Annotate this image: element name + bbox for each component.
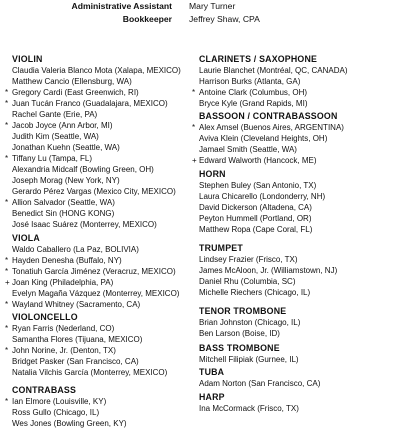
plus-marker: + <box>5 278 10 287</box>
asterisk-marker: * <box>5 256 9 265</box>
member-name: Samantha Flores (Tijuana, MEXICO) <box>12 335 143 344</box>
member-row <box>199 224 325 235</box>
member-row <box>199 98 348 109</box>
member-name: Adam Norton (San Francisco, CA) <box>199 379 321 388</box>
section-bass-trombone <box>199 343 299 365</box>
member-name: David Dickerson (Altadena, CA) <box>199 203 312 212</box>
member-row <box>199 265 337 276</box>
member-name: Gerardo Pérez Vargas (Mexico City, MEXICO) <box>12 187 176 196</box>
member-name: Ian Elmore (Louisville, KY) <box>12 397 107 406</box>
member-row <box>12 407 127 418</box>
member-row <box>199 254 337 265</box>
member-name: Tonatiuh García Jiménez (Veracruz, MEXICO) <box>12 267 176 276</box>
member-row <box>199 378 320 389</box>
member-name: Hayden Denesha (Buffalo, NY) <box>12 256 122 265</box>
staff-role: Bookkeeper <box>122 14 172 24</box>
asterisk-marker: * <box>5 346 9 355</box>
member-row <box>12 142 181 153</box>
section-tuba <box>199 367 320 389</box>
member-name: Wes Jones (Bowling Green, KY) <box>12 419 127 428</box>
section-violoncello <box>5 312 168 378</box>
member-name: Tiffany Lu (Tampa, FL) <box>12 154 93 163</box>
member-name: Judith Kim (Seattle, WA) <box>12 132 99 141</box>
member-row <box>12 208 181 219</box>
member-name: Benedict Sin (HONG KONG) <box>12 209 115 218</box>
member-name: Waldo Caballero (La Paz, BOLIVIA) <box>12 245 139 254</box>
member-name: John Norine, Jr. (Denton, TX) <box>12 346 116 355</box>
member-name: Gregory Cardi (East Greenwich, RI) <box>12 88 139 97</box>
member-name: Allion Salvador (Seattle, WA) <box>12 198 115 207</box>
asterisk-marker: * <box>5 324 9 333</box>
member-name: Wayland Whitney (Sacramento, CA) <box>12 300 141 309</box>
section-title: BASSOON / CONTRABASSOON <box>199 111 338 121</box>
member-name: Mitchell Filipiak (Gurnee, IL) <box>199 355 299 364</box>
member-row <box>199 180 325 191</box>
member-row <box>199 403 299 414</box>
section-clarinets-saxophone <box>192 54 348 109</box>
staff-role: Administrative Assistant <box>71 1 172 11</box>
member-name: Jacob Joyce (Ann Arbor, MI) <box>12 121 113 130</box>
member-row <box>199 213 325 224</box>
asterisk-marker: * <box>5 154 9 163</box>
member-name: Stephen Buley (San Antonio, TX) <box>199 181 317 190</box>
member-name: Rachel Gante (Erie, PA) <box>12 110 98 119</box>
member-row <box>12 288 179 299</box>
section-title: CONTRABASS <box>12 385 77 395</box>
member-name: Matthew Ropa (Cape Coral, FL) <box>199 225 313 234</box>
section-harp <box>199 392 299 414</box>
asterisk-marker: * <box>5 267 9 276</box>
member-name: Evelyn Magaña Vázquez (Monterrey, MEXICO) <box>12 289 180 298</box>
asterisk-marker: * <box>5 198 9 207</box>
member-row <box>12 356 167 367</box>
member-row <box>199 65 348 76</box>
asterisk-marker: * <box>5 121 9 130</box>
member-row <box>12 334 167 345</box>
section-bassoon-contrabassoon <box>192 111 344 166</box>
member-name: Matthew Cancio (Ellensburg, WA) <box>12 77 132 86</box>
member-name: Ina McCormack (Frisco, TX) <box>199 404 299 413</box>
section-tenor-trombone <box>199 306 300 339</box>
member-row <box>199 328 300 339</box>
staff-name: Mary Turner <box>189 1 236 11</box>
staff-row-admin-assistant <box>0 0 400 12</box>
section-title: HORN <box>199 169 226 179</box>
member-row <box>199 133 344 144</box>
member-row <box>12 65 181 76</box>
member-row <box>199 144 344 155</box>
member-name: James McAloon, Jr. (Williamstown, NJ) <box>199 266 338 275</box>
member-row <box>5 299 179 310</box>
member-row <box>5 255 179 266</box>
asterisk-marker: * <box>192 88 196 97</box>
member-row <box>5 98 181 109</box>
member-name: José Isaac Suárez (Monterrey, MEXICO) <box>12 220 157 229</box>
member-name: Edward Walworth (Hancock, ME) <box>199 156 317 165</box>
member-row <box>12 367 167 378</box>
member-row <box>199 202 325 213</box>
member-row <box>12 164 181 175</box>
section-title: VIOLONCELLO <box>12 312 78 322</box>
member-name: Ross Gullo (Chicago, IL) <box>12 408 100 417</box>
member-name: Juan Tucán Franco (Guadalajara, MEXICO) <box>12 99 168 108</box>
member-row <box>192 155 344 166</box>
member-row <box>199 76 348 87</box>
member-name: Joan King (Philadelphia, PA) <box>12 278 114 287</box>
member-name: Ben Larson (Boise, ID) <box>199 329 280 338</box>
member-row <box>5 277 179 288</box>
member-name: Antoine Clark (Columbus, OH) <box>199 88 308 97</box>
member-row <box>5 87 181 98</box>
section-violin <box>5 54 181 230</box>
asterisk-marker: * <box>5 88 9 97</box>
member-row <box>12 131 181 142</box>
asterisk-marker: * <box>5 397 9 406</box>
member-row <box>5 396 127 407</box>
section-viola <box>5 233 180 310</box>
section-title: VIOLA <box>12 233 40 243</box>
member-name: Harrison Burks (Atlanta, GA) <box>199 77 301 86</box>
section-title: HARP <box>199 392 225 402</box>
member-row <box>199 287 337 298</box>
section-title: TRUMPET <box>199 243 243 253</box>
member-row <box>192 122 344 133</box>
asterisk-marker: * <box>5 300 9 309</box>
section-trumpet <box>199 243 337 298</box>
member-name: Laurie Blanchet (Montréal, QC, CANADA) <box>199 66 348 75</box>
member-name: Natalia Vilchis García (Monterrey, MEXICO) <box>12 368 168 377</box>
member-name: Jamael Smith (Seattle, WA) <box>199 145 297 154</box>
member-row <box>5 266 179 277</box>
member-row <box>12 418 127 429</box>
member-row <box>199 317 300 328</box>
section-contrabass <box>5 385 127 429</box>
member-row <box>5 323 167 334</box>
member-name: Alex Amsel (Buenos Aires, ARGENTINA) <box>199 123 344 132</box>
member-name: Bridget Pasker (San Francisco, CA) <box>12 357 139 366</box>
member-row <box>199 191 325 202</box>
member-name: Lindsey Frazier (Frisco, TX) <box>199 255 298 264</box>
plus-marker: + <box>192 156 197 165</box>
staff-row-bookkeeper <box>0 13 400 25</box>
member-row <box>5 197 181 208</box>
member-name: Claudia Valeria Blanco Mota (Xalapa, MEXICO) <box>12 66 181 75</box>
member-name: Alexandria Midcalf (Bowling Green, OH) <box>12 165 154 174</box>
member-name: Joseph Morag (New York, NY) <box>12 176 120 185</box>
member-row <box>199 354 299 365</box>
member-row <box>199 276 337 287</box>
member-row <box>12 244 179 255</box>
asterisk-marker: * <box>5 99 9 108</box>
member-row <box>12 175 181 186</box>
member-name: Bryce Kyle (Grand Rapids, MI) <box>199 99 308 108</box>
section-title: CLARINETS / SAXOPHONE <box>199 54 318 64</box>
member-name: Aviva Klein (Cleveland Heights, OH) <box>199 134 328 143</box>
member-row <box>12 76 181 87</box>
member-name: Daniel Rhu (Columbia, SC) <box>199 277 296 286</box>
staff-name: Jeffrey Shaw, CPA <box>189 14 260 24</box>
member-row <box>5 120 181 131</box>
member-name: Brian Johnston (Chicago, IL) <box>199 318 301 327</box>
section-title: VIOLIN <box>12 54 43 64</box>
member-name: Jonathan Kuehn (Seattle, WA) <box>12 143 120 152</box>
member-row <box>5 345 167 356</box>
section-title: TUBA <box>199 367 225 377</box>
member-row <box>192 87 348 98</box>
member-row <box>12 186 181 197</box>
member-name: Michelle Riechers (Chicago, IL) <box>199 288 311 297</box>
member-name: Laura Chicarello (Londonderry, NH) <box>199 192 326 201</box>
section-title: BASS TROMBONE <box>199 343 280 353</box>
member-row <box>5 153 181 164</box>
section-title: TENOR TROMBONE <box>199 306 287 316</box>
section-horn <box>199 169 325 235</box>
member-name: Peyton Hummell (Portland, OR) <box>199 214 312 223</box>
member-name: Ryan Farris (Nederland, CO) <box>12 324 115 333</box>
member-row <box>12 109 181 120</box>
asterisk-marker: * <box>192 123 196 132</box>
member-row <box>12 219 181 230</box>
